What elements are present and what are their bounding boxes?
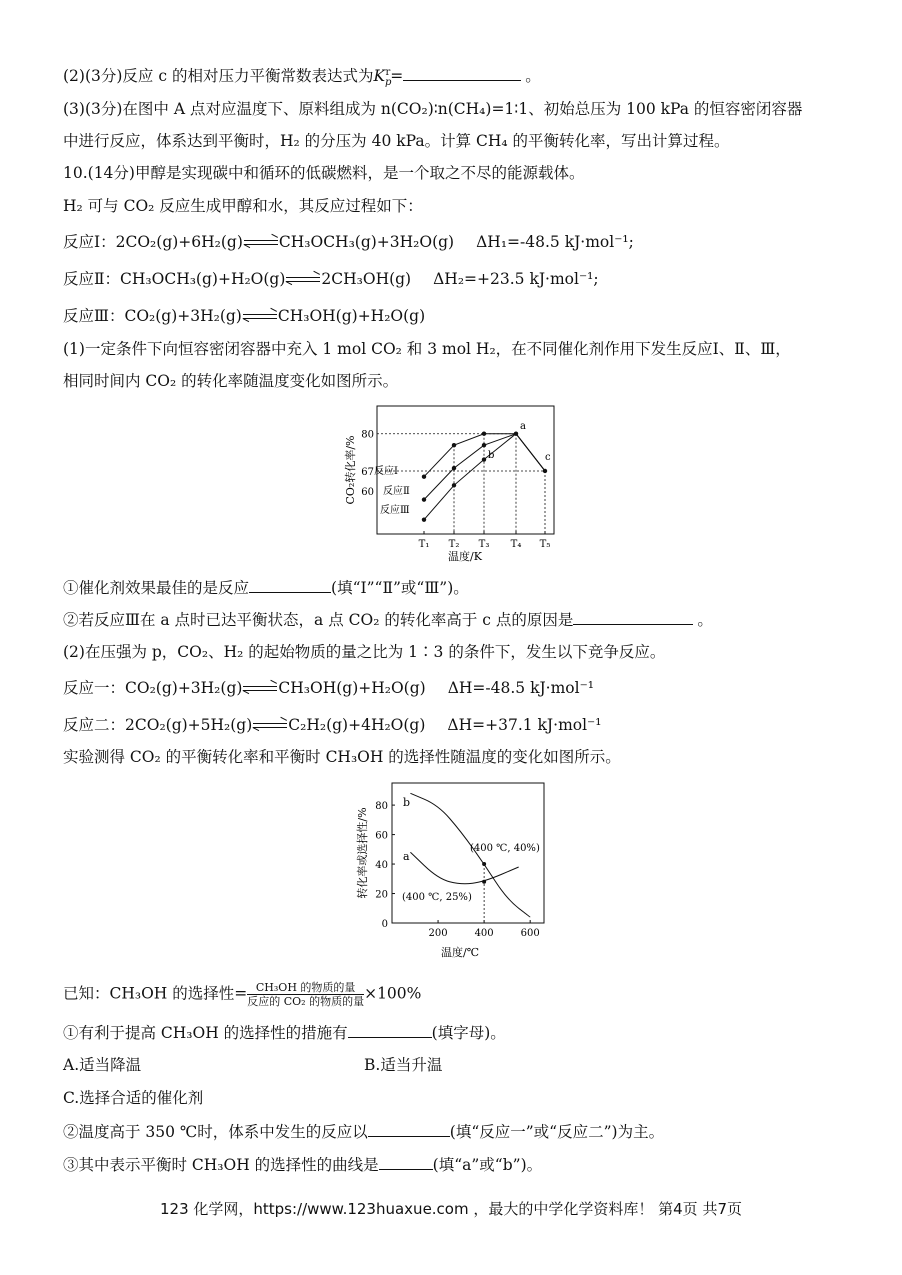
- data-point: [452, 466, 456, 470]
- question-2-line: (2)(3分)反应 c 的相对压力平衡常数表达式为$K_p^r=$ 。: [63, 62, 541, 94]
- y-tick-label: 67: [361, 466, 374, 478]
- part-2-line: (2)在压强为 p，CO₂、H₂ 的起始物质的量之比为 1∶3 的条件下，发生以下竞争反应。: [63, 643, 666, 661]
- reaction-one: 反应一：CO₂(g)+3H₂(g) CH₃OH(g)+H₂O(g) ΔH=-48.5 kJ·mol⁻¹: [63, 679, 594, 697]
- point-a-label: a: [520, 421, 526, 432]
- part-1-line1: (1)一定条件下向恒容密闭容器中充入 1 mol CO₂ 和 3 mol H₂，在不同催化剂作用下发生反应Ⅰ、Ⅱ、Ⅲ，: [63, 340, 791, 358]
- answer-blank[interactable]: [249, 576, 331, 593]
- y-tick-label: 80: [375, 801, 388, 813]
- series-label-3: 反应Ⅲ: [380, 505, 410, 516]
- y-tick-label: 0: [381, 919, 388, 930]
- option-c: C.选择合适的催化剂: [63, 1089, 204, 1107]
- data-point: [482, 457, 486, 461]
- curve-a: [410, 852, 518, 883]
- point-400-25: [482, 880, 486, 884]
- co2-conversion-chart: [340, 398, 565, 566]
- page-footer: 123 化学网，https://www.123huaxue.com ，最大的中学化学资料库！ 第4页 共7页: [159, 1200, 742, 1218]
- selectivity-fraction: $\frac{\text{CH₃OH 的物质的量}}{\text{反应的 CO₂ 的物质的量}}$: [247, 981, 365, 1008]
- answer-blank[interactable]: [368, 1120, 450, 1137]
- curve-a-label: a: [403, 850, 410, 863]
- equilibrium-arrow-icon: [244, 238, 278, 248]
- equilibrium-arrow-icon: [253, 721, 287, 731]
- reaction-3: 反应Ⅲ：CO₂(g)+3H₂(g) CH₃OH(g)+H₂O(g): [63, 307, 426, 325]
- x-tick-label: T₄: [510, 539, 522, 550]
- y-tick-label: 60: [361, 487, 374, 499]
- x-tick-label: T₂: [448, 539, 460, 550]
- data-point-c: [543, 469, 547, 473]
- question-1a: ①催化剂效果最佳的是反应 (填“Ⅰ”“Ⅱ”或“Ⅲ”)。: [63, 576, 469, 599]
- data-point: [422, 497, 426, 501]
- data-point: [452, 443, 456, 447]
- curve-b-label: b: [403, 796, 411, 809]
- part-1-line2: 相同时间内 CO₂ 的转化率随温度变化如图所示。: [63, 372, 399, 390]
- x-tick-label: 200: [428, 928, 448, 939]
- x-axis-label: 温度/K: [448, 550, 482, 563]
- answer-blank[interactable]: [403, 64, 521, 81]
- y-axis-label: CO₂转化率/%: [344, 435, 357, 505]
- kp-symbol: $K_p$: [373, 67, 392, 89]
- reaction-2: 反应Ⅱ：CH₃OCH₃(g)+H₂O(g) 2CH₃OH(g) ΔH₂=+23.5 kJ·mol⁻¹;: [63, 270, 599, 288]
- question-10-intro: 10.(14分)甲醇是实现碳中和循环的低碳燃料，是一个取之不尽的能源载体。: [63, 164, 585, 182]
- equilibrium-arrow-icon: [243, 684, 277, 694]
- x-axis-label: 温度/℃: [440, 946, 480, 959]
- point-400-40: [482, 862, 486, 866]
- reaction-intro: H₂ 可与 CO₂ 反应生成甲醇和水，其反应过程如下：: [63, 197, 423, 215]
- y-tick-label: 60: [375, 830, 388, 842]
- selectivity-definition: 已知：CH₃OH 的选择性= $\frac{\text{CH₃OH 的物质的量}}{\text{反应的 CO₂ 的物质的量}}$ ×100%: [63, 981, 422, 1008]
- annotation-25: (400 ℃, 25%): [402, 892, 472, 903]
- reaction-1: 反应Ⅰ：2CO₂(g)+6H₂(g) CH₃OCH₃(g)+3H₂O(g) ΔH₁=-48.5 kJ·mol⁻¹;: [63, 233, 634, 251]
- question-2c: ③其中表示平衡时 CH₃OH 的选择性的曲线是 (填“a”或“b”)。: [63, 1153, 542, 1176]
- option-b: B.适当升温: [364, 1056, 443, 1074]
- data-point: [482, 443, 486, 447]
- x-tick-label: 400: [474, 928, 494, 939]
- x-tick-label: T₃: [478, 539, 490, 550]
- data-point: [452, 483, 456, 487]
- data-point: [422, 475, 426, 479]
- annotation-40: (400 ℃, 40%): [470, 843, 540, 854]
- equilibrium-arrow-icon: [243, 312, 277, 322]
- series-label-2: 反应Ⅱ: [383, 486, 410, 497]
- selectivity-chart: [352, 778, 552, 963]
- y-tick-label: 20: [375, 889, 388, 901]
- question-3-line2: 中进行反应，体系达到平衡时，H₂ 的分压为 40 kPa。计算 CH₄ 的平衡转化率，写出计算过程。: [63, 132, 730, 150]
- question-2b: ②温度高于 350 ℃时，体系中发生的反应以 (填“反应一”或“反应二”)为主。: [63, 1120, 664, 1143]
- answer-blank[interactable]: [348, 1021, 432, 1038]
- point-b-label: b: [488, 450, 495, 461]
- answer-blank[interactable]: [379, 1153, 433, 1170]
- data-point: [422, 517, 426, 521]
- equilibrium-arrow-icon: [286, 275, 320, 285]
- y-tick-label: 80: [361, 429, 374, 441]
- series-label-1: 反应Ⅰ: [374, 466, 398, 477]
- question-1b: ②若反应Ⅲ在 a 点时已达平衡状态，a 点 CO₂ 的转化率高于 c 点的原因是 。: [63, 608, 713, 631]
- data-point: [482, 432, 486, 436]
- experiment-line: 实验测得 CO₂ 的平衡转化率和平衡时 CH₃OH 的选择性随温度的变化如图所示。: [63, 748, 621, 766]
- y-axis-label: 转化率或选择性/%: [356, 807, 369, 899]
- x-tick-label: T₅: [539, 539, 551, 550]
- data-point-a: [514, 432, 518, 436]
- answer-blank[interactable]: [573, 608, 693, 625]
- series-line-1: [424, 434, 545, 477]
- y-tick-label: 40: [375, 860, 388, 872]
- x-tick-label: T₁: [418, 539, 430, 550]
- reaction-two: 反应二：2CO₂(g)+5H₂(g) C₂H₂(g)+4H₂O(g) ΔH=+37.1 kJ·mol⁻¹: [63, 716, 602, 734]
- option-a: A.适当降温: [63, 1056, 142, 1074]
- x-tick-label: 600: [520, 928, 540, 939]
- question-3-line1: (3)(3分)在图中 A 点对应温度下、原料组成为 n(CO₂)∶n(CH₄)=1∶1、初始总压为 100 kPa 的恒容密闭容器: [63, 100, 803, 118]
- point-c-label: c: [545, 452, 551, 463]
- question-2a: ①有利于提高 CH₃OH 的选择性的措施有 (填字母)。: [63, 1021, 506, 1044]
